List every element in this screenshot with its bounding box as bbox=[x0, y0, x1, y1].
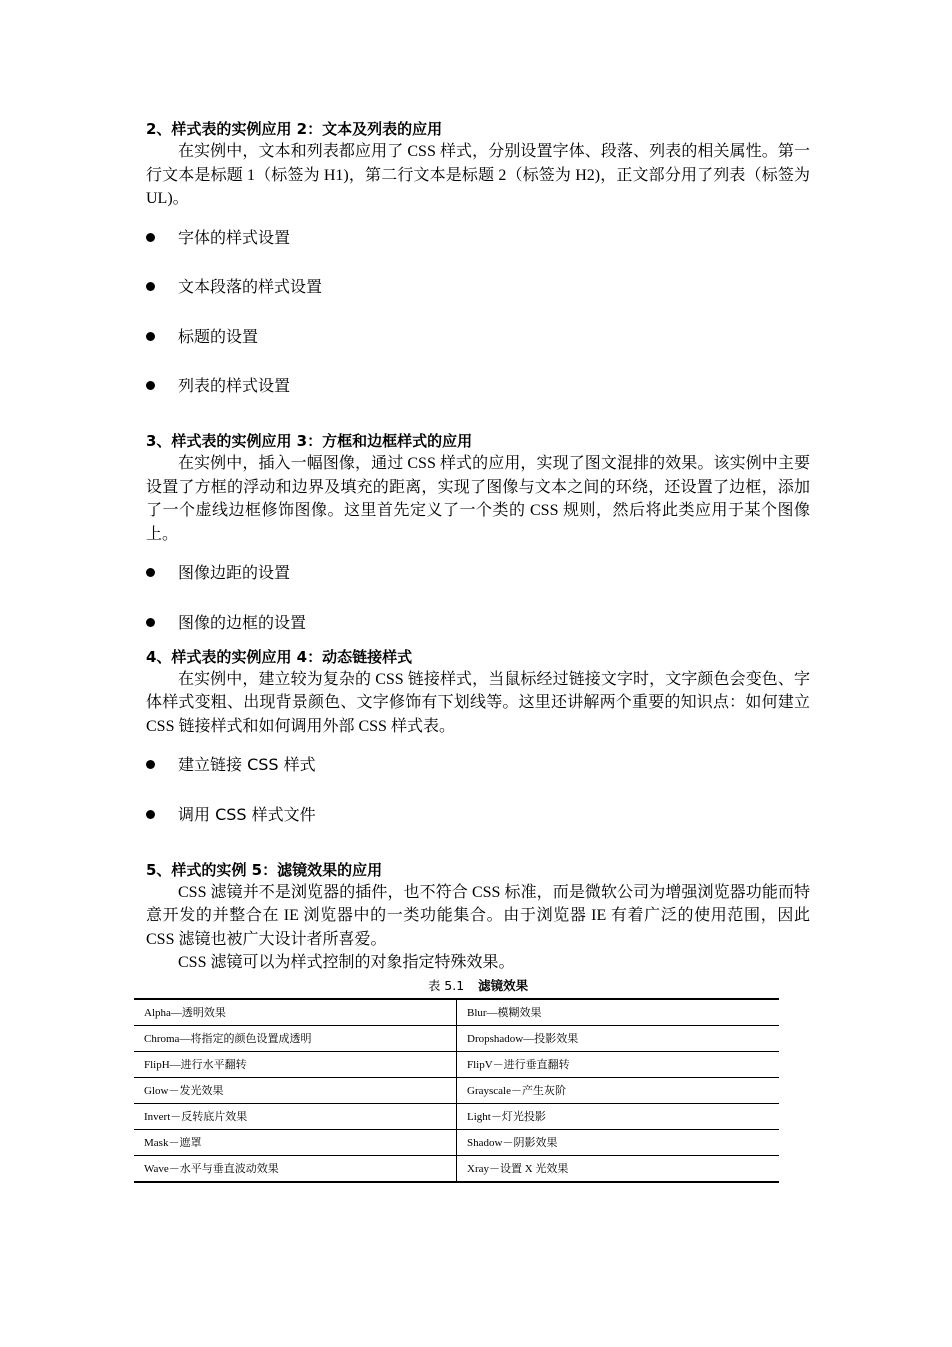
table-cell: Shadow－阴影效果 bbox=[457, 1129, 780, 1155]
table-row bbox=[134, 1129, 779, 1155]
section-4-heading: 4、样式表的实例应用 4：动态链接样式 bbox=[146, 647, 413, 666]
table-row bbox=[134, 1103, 779, 1129]
list-item: 图像的边框的设置 bbox=[146, 612, 810, 634]
section-3-paragraph: 在实例中，插入一幅图像，通过 CSS 样式的应用，实现了图文混排的效果。该实例中主要设置了方框的浮动和边界及填充的距离，实现了图像与文本之间的环绕，还设置了边框，添加了一个虚线边框修饰图像。这里首先定义了一个类的 CSS 规则，然后将此类应用于某个图像上。 bbox=[146, 455, 810, 543]
section-4-bullet-list bbox=[146, 754, 810, 826]
table-caption bbox=[146, 977, 810, 995]
table-row bbox=[134, 1025, 779, 1051]
table-cell: Xray－设置 X 光效果 bbox=[457, 1155, 780, 1182]
list-item: 标题的设置 bbox=[146, 326, 810, 348]
section-5-paragraph: CSS 滤镜并不是浏览器的插件，也不符合 CSS 标准，而是微软公司为增强浏览器功能而特意开发的并整合在 IE 浏览器中的一类功能集合。由于浏览器 IE 有着广泛的使用范围，因此 CSS 滤镜也被广大设计者所喜爱。 bbox=[146, 883, 810, 948]
table-cell: Mask－遮罩 bbox=[134, 1129, 457, 1155]
section-3-heading: 3、样式表的实例应用 3：方框和边框样式的应用 bbox=[146, 432, 473, 450]
table-cell: Invert－反转底片效果 bbox=[134, 1103, 457, 1129]
table-cell: Chroma—将指定的颜色设置成透明 bbox=[134, 1025, 457, 1051]
table-row bbox=[134, 999, 779, 1026]
table-row bbox=[134, 1051, 779, 1077]
table-cell: FlipV－进行垂直翻转 bbox=[457, 1051, 780, 1077]
section-2-heading: 2、样式表的实例应用 2：文本及列表的应用 bbox=[146, 120, 443, 138]
table-cell: Alpha—透明效果 bbox=[134, 999, 457, 1026]
section-2-paragraph: 在实例中，文本和列表都应用了 CSS 样式，分别设置字体、段落、列表的相关属性。第一行文本是标题 1（标签为 H1)，第二行文本是标题 2（标签为 H2)，正文部分用了列表（标签为 UL)。 bbox=[146, 143, 810, 207]
section-4-paragraph: 在实例中，建立较为复杂的 CSS 链接样式，当鼠标经过链接文字时，文字颜色会变色、字体样式变粗、出现背景颜色、文字修饰有下划线等。这里还讲解两个重要的知识点：如何建立 CSS 链接样式和如何调用外部 CSS 样式表。 bbox=[146, 670, 810, 735]
table-cell: Glow－发光效果 bbox=[134, 1077, 457, 1103]
list-item: 列表的样式设置 bbox=[146, 375, 810, 397]
table-caption-number: 表 5.1 bbox=[427, 977, 465, 993]
list-item: 建立链接 CSS 样式 bbox=[146, 754, 810, 776]
filter-effects-table bbox=[134, 998, 779, 1183]
table-cell: Dropshadow—投影效果 bbox=[457, 1025, 780, 1051]
section-2-bullet-list bbox=[146, 227, 810, 398]
table-row bbox=[134, 1077, 779, 1103]
section-3-bullet-list bbox=[146, 562, 810, 634]
document-page bbox=[146, 118, 810, 1183]
list-item: 字体的样式设置 bbox=[146, 227, 810, 249]
list-item: 图像边距的设置 bbox=[146, 562, 810, 584]
table-cell: Wave－水平与垂直波动效果 bbox=[134, 1155, 457, 1182]
list-item: 文本段落的样式设置 bbox=[146, 276, 810, 298]
list-item: 调用 CSS 样式文件 bbox=[146, 804, 810, 826]
section-5-paragraph-2: CSS 滤镜可以为样式控制的对象指定特殊效果。 bbox=[178, 954, 515, 971]
table-row bbox=[134, 1155, 779, 1182]
section-5-heading: 5、样式的实例 5：滤镜效果的应用 bbox=[146, 860, 383, 879]
table-cell: FlipH—进行水平翻转 bbox=[134, 1051, 457, 1077]
table-caption-title: 滤镜效果 bbox=[478, 977, 529, 993]
table-cell: Grayscale－产生灰阶 bbox=[457, 1077, 780, 1103]
table-cell: Blur—模糊效果 bbox=[457, 999, 780, 1026]
table-cell: Light－灯光投影 bbox=[457, 1103, 780, 1129]
